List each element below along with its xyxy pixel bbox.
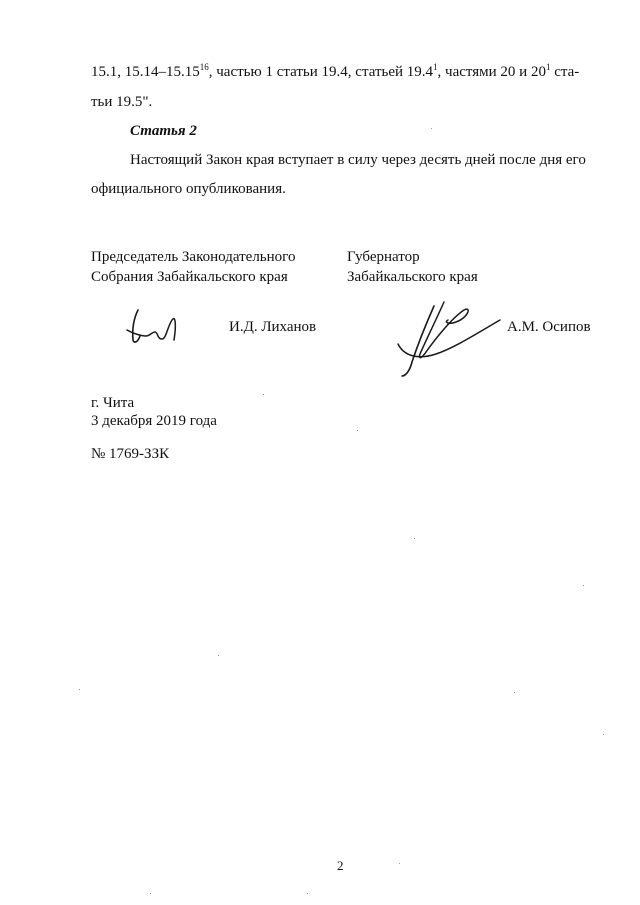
right-signatory-title-2: Забайкальского края <box>347 269 478 285</box>
article-text-line-1: Настоящий Закон края вступает в силу через десять дней после дня его <box>130 152 586 168</box>
article-text-line-2: официального опубликования. <box>91 181 286 197</box>
scan-speck <box>307 893 308 894</box>
scan-speck <box>263 394 264 395</box>
right-signatory-title-1: Губернатор <box>347 249 420 265</box>
text-fragment: 15.1, 15.14–15.15 <box>91 64 200 80</box>
scan-speck <box>79 689 80 690</box>
text-fragment: ста- <box>550 64 580 80</box>
left-signatory-name: И.Д. Лиханов <box>229 319 317 335</box>
scan-speck <box>218 655 219 656</box>
superscript: 16 <box>199 62 209 72</box>
scan-speck <box>357 430 358 431</box>
text-fragment: , частями 20 и 20 <box>437 64 546 80</box>
scan-speck <box>150 893 151 894</box>
page-number: 2 <box>337 858 344 873</box>
article-heading: Статья 2 <box>130 123 197 139</box>
scan-speck <box>431 128 432 129</box>
text-line-1 <box>91 64 579 81</box>
scan-speck <box>399 863 400 864</box>
superscript: 1 <box>545 62 551 72</box>
left-signatory-title-1: Председатель Законодательного <box>91 249 296 265</box>
text-fragment: , частью 1 статьи 19.4, статьей 19.4 <box>208 64 434 80</box>
left-signature-image <box>124 306 186 348</box>
date: 3 декабря 2019 года <box>91 413 217 429</box>
scan-speck <box>603 734 604 735</box>
scan-speck <box>514 692 515 693</box>
scan-speck <box>414 538 415 539</box>
document-number: № 1769-ЗЗК <box>91 446 170 462</box>
city: г. Чита <box>91 395 135 411</box>
superscript: 1 <box>433 62 438 72</box>
left-signatory-title-2: Собрания Забайкальского края <box>91 269 288 285</box>
right-signature-image <box>392 300 504 380</box>
right-signatory-name: А.М. Осипов <box>507 319 591 335</box>
scan-speck <box>583 585 584 586</box>
text-line-2: тьи 19.5". <box>91 94 153 110</box>
